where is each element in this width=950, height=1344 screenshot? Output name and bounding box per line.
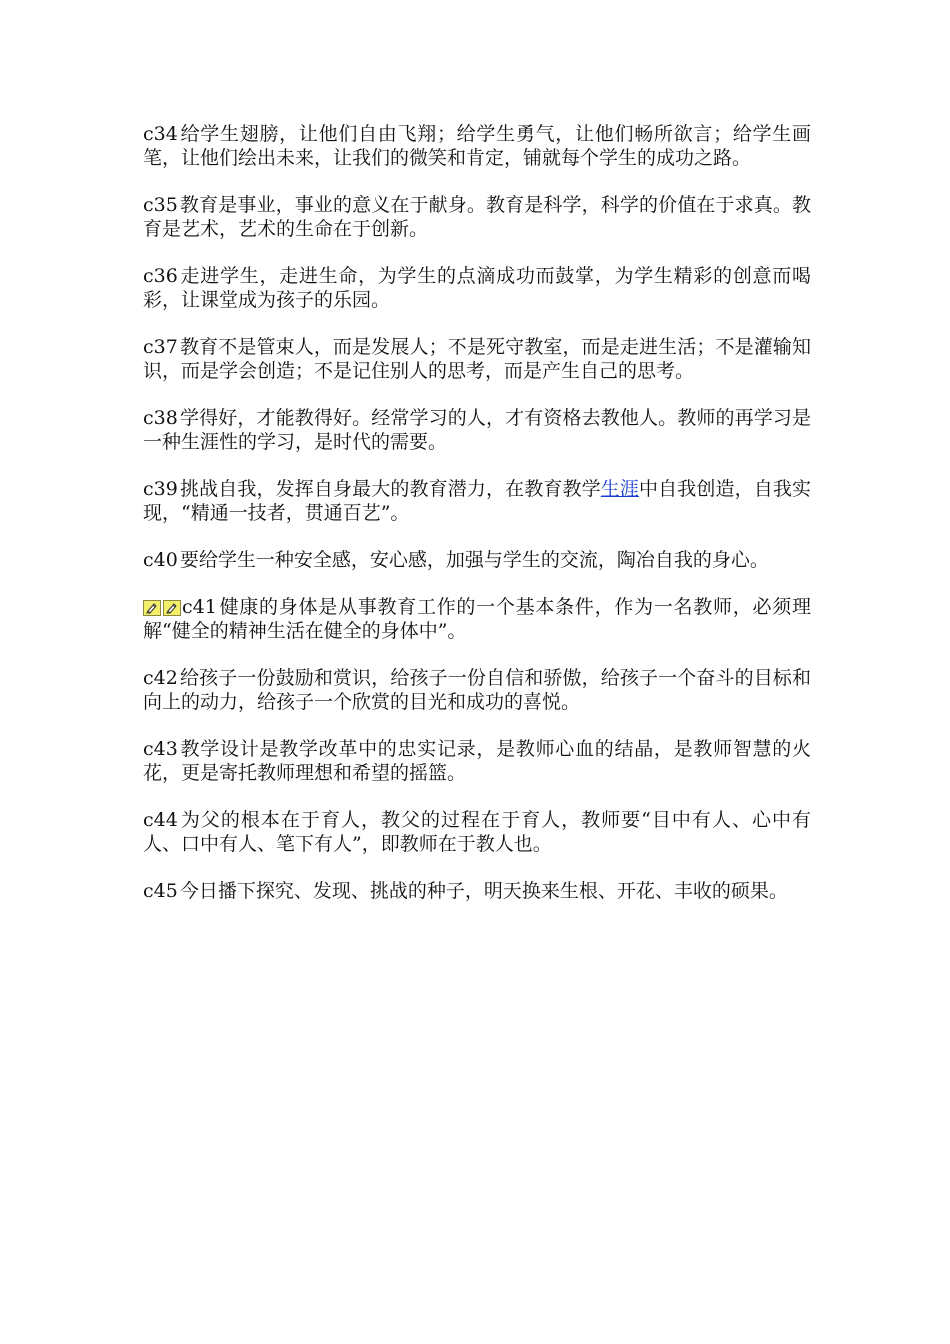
- paragraph-text: 给孩子一份鼓励和赏识，给孩子一份自信和骄傲，给孩子一个奋斗的目标和向上的动力，给孩子一个欣赏的目光和成功的喜悦。: [143, 667, 811, 713]
- paragraph-c42: [143, 666, 811, 714]
- paragraph-text: 教育是事业，事业的意义在于献身。教育是科学，科学的价值在于求真。教育是艺术，艺术的生命在于创新。: [143, 194, 811, 240]
- paragraph-text: 要给学生一种安全感，安心感，加强与学生的交流，陶冶自我的身心。: [179, 549, 769, 571]
- paragraph-number: c42: [143, 667, 178, 689]
- comment-markers[interactable]: [143, 600, 181, 616]
- paragraph-c41: [143, 595, 811, 643]
- paragraph-c35: [143, 193, 811, 241]
- paragraph-number: c38: [143, 407, 178, 429]
- paragraph-c40: [143, 548, 811, 572]
- paragraph-number: c43: [143, 738, 178, 760]
- document-body: [143, 122, 811, 926]
- paragraph-number: c39: [143, 478, 178, 500]
- paragraph-number: c45: [143, 880, 178, 902]
- career-link[interactable]: 生涯: [600, 478, 639, 500]
- paragraph-c34: [143, 122, 811, 170]
- paragraph-c39: [143, 477, 811, 525]
- paragraph-text-after-link: 中自我创造，自我实现，“精通一技者，贯通百艺”。: [143, 478, 811, 524]
- paragraph-number: c40: [143, 549, 178, 571]
- paragraph-c43: [143, 737, 811, 785]
- paragraph-text: 今日播下探究、发现、挑战的种子，明天换来生根、开花、丰收的硕果。: [179, 880, 788, 902]
- paragraph-text: 健康的身体是从事教育工作的一个基本条件，作为一名教师，必须理解“健全的精神生活在健全的身体中”。: [143, 596, 811, 642]
- paragraph-text-before-link: 挑战自我，发挥自身最大的教育潜力，在教育教学: [179, 478, 601, 500]
- paragraph-number: c41: [182, 596, 217, 618]
- paragraph-c44: [143, 808, 811, 856]
- paragraph-c45: [143, 879, 811, 903]
- pencil-icon[interactable]: [143, 600, 161, 616]
- paragraph-number: c35: [143, 194, 178, 216]
- pencil-icon[interactable]: [163, 600, 181, 616]
- paragraph-number: c34: [143, 123, 178, 145]
- paragraph-c36: [143, 264, 811, 312]
- paragraph-c37: [143, 335, 811, 383]
- paragraph-text: 教育不是管束人，而是发展人；不是死守教室，而是走进生活；不是灌输知识，而是学会创造；不是记住别人的思考，而是产生自己的思考。: [143, 336, 811, 382]
- paragraph-text: 为父的根本在于育人，教父的过程在于育人，教师要“目中有人、心中有人、口中有人、笔下有人”，即教师在于教人也。: [143, 809, 811, 855]
- paragraph-c38: [143, 406, 811, 454]
- paragraph-text: 学得好，才能教得好。经常学习的人，才有资格去教他人。教师的再学习是一种生涯性的学习，是时代的需要。: [143, 407, 811, 453]
- paragraph-number: c36: [143, 265, 178, 287]
- paragraph-number: c44: [143, 809, 178, 831]
- paragraph-number: c37: [143, 336, 178, 358]
- paragraph-text: 走进学生，走进生命，为学生的点滴成功而鼓掌，为学生精彩的创意而喝彩，让课堂成为孩子的乐园。: [143, 265, 811, 311]
- paragraph-text: 给学生翅膀，让他们自由飞翔；给学生勇气，让他们畅所欲言；给学生画笔，让他们绘出未来，让我们的微笑和肯定，铺就每个学生的成功之路。: [143, 123, 811, 169]
- paragraph-text: 教学设计是教学改革中的忠实记录，是教师心血的结晶，是教师智慧的火花，更是寄托教师理想和希望的摇篮。: [143, 738, 811, 784]
